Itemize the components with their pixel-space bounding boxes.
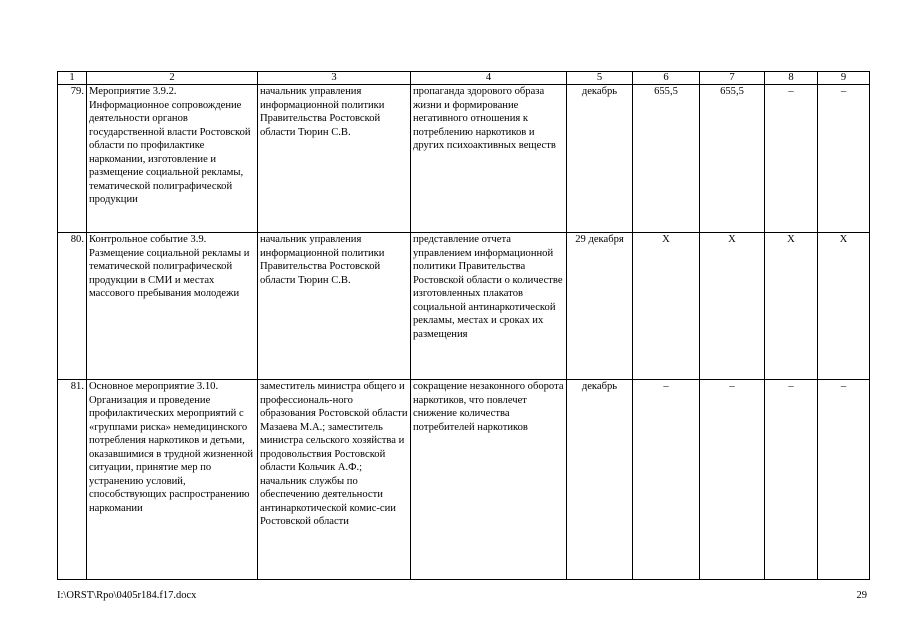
value-cell: X	[765, 233, 818, 380]
header-cell: 7	[700, 72, 765, 85]
responsible-cell: заместитель министра общего и профессиональ-ного образования Ростовской области Мазаева М.А.; заместитель министра сельского хозяйства и продовольствия Ростовской области Кольчик А.Ф.; начальник службы по обеспечению деятельности антинаркотической комис-сии Ростовской области	[258, 380, 411, 580]
page-number: 29	[856, 590, 867, 601]
header-cell: 1	[58, 72, 87, 85]
header-cell: 6	[633, 72, 700, 85]
value-cell: –	[765, 85, 818, 233]
event-cell: Основное мероприятие 3.10. Организация и проведение профилактических мероприятий с «группами риска» немедицинского потребления наркотиков и детьми, оказавшимися в трудной жизненной ситуации, принятие мер по устранению условий, способствующих распространению наркомании	[87, 380, 258, 580]
row-number: 80.	[58, 233, 87, 380]
value-cell: X	[818, 233, 870, 380]
row-number: 81.	[58, 380, 87, 580]
value-cell: –	[765, 380, 818, 580]
date-cell: декабрь	[567, 380, 633, 580]
file-path: I:\ORST\Rpo\0405r184.f17.docx	[57, 590, 197, 601]
header-row	[58, 72, 870, 85]
value-cell: X	[700, 233, 765, 380]
value-cell: –	[633, 380, 700, 580]
value-cell: 655,5	[633, 85, 700, 233]
header-cell: 5	[567, 72, 633, 85]
header-cell: 4	[411, 72, 567, 85]
header-cell: 8	[765, 72, 818, 85]
date-cell: 29 декабря	[567, 233, 633, 380]
value-cell: –	[700, 380, 765, 580]
row-number: 79.	[58, 85, 87, 233]
result-cell: представление отчета управлением информационной политики Правительства Ростовской области о количестве изготовленных плакатов социальной антинаркотической рекламы, местах и сроках их размещения	[411, 233, 567, 380]
activity-table	[57, 71, 870, 580]
value-cell: X	[633, 233, 700, 380]
value-cell: 655,5	[700, 85, 765, 233]
value-cell: –	[818, 85, 870, 233]
event-cell: Контрольное событие 3.9. Размещение социальной рекламы и тематической полиграфической продукции в СМИ и местах массового пребывания молодежи	[87, 233, 258, 380]
date-cell: декабрь	[567, 85, 633, 233]
value-cell: –	[818, 380, 870, 580]
header-cell: 2	[87, 72, 258, 85]
header-cell: 3	[258, 72, 411, 85]
header-cell: 9	[818, 72, 870, 85]
event-cell: Мероприятие 3.9.2. Информационное сопровождение деятельности органов государственной власти Ростовской области по профилактике наркомании, изготовление и размещение социальной рекламы, тематической полиграфической продукции	[87, 85, 258, 233]
responsible-cell: начальник управления информационной политики Правительства Ростовской области Тюрин С.В.	[258, 85, 411, 233]
table-row	[58, 85, 870, 233]
result-cell: сокращение незаконного оборота наркотиков, что повлечет снижение количества потребителей наркотиков	[411, 380, 567, 580]
table-row	[58, 233, 870, 380]
responsible-cell: начальник управления информационной политики Правительства Ростовской области Тюрин С.В.	[258, 233, 411, 380]
result-cell: пропаганда здорового образа жизни и формирование негативного отношения к потреблению наркотиков и других психоактивных веществ	[411, 85, 567, 233]
table-row	[58, 380, 870, 580]
